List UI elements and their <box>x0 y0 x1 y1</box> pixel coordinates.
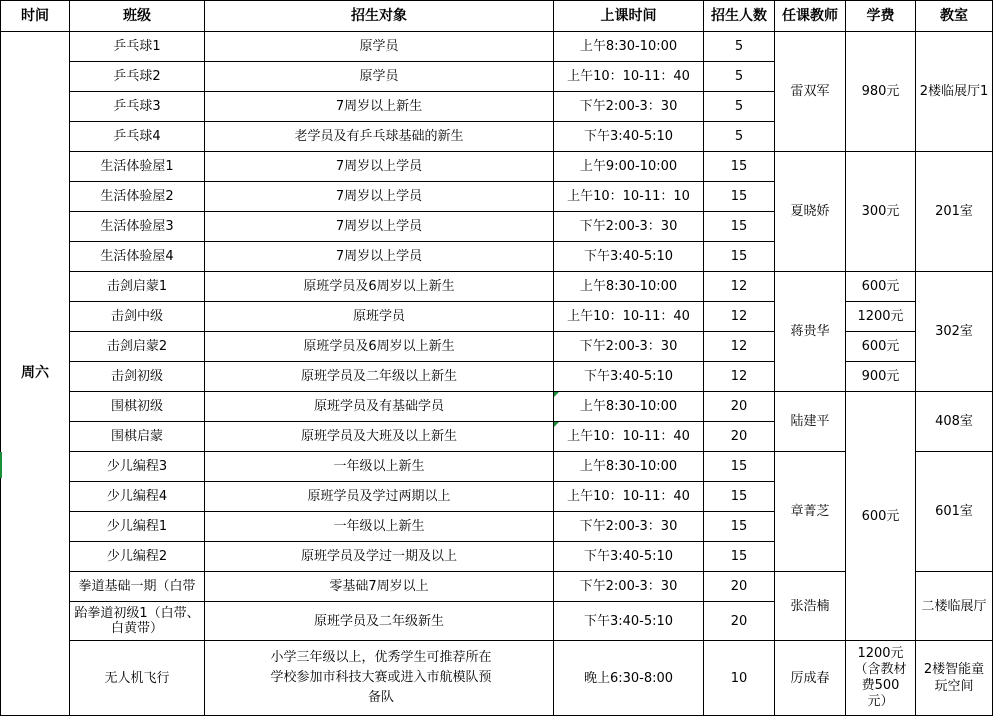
teacher-cell: 章菁芝 <box>775 452 846 572</box>
header-schedule: 上课时间 <box>554 1 704 32</box>
target-cell: 原班学员及大班及以上新生 <box>205 422 554 452</box>
target-cell: 一年级以上新生 <box>205 512 554 542</box>
target-cell: 7周岁以上学员 <box>205 212 554 242</box>
schedule-cell: 下午2:00-3：30 <box>554 212 704 242</box>
quota-cell: 15 <box>704 542 775 572</box>
table-row <box>1 272 993 302</box>
schedule-cell: 上午10：10-11：40 <box>554 62 704 92</box>
quota-cell: 15 <box>704 242 775 272</box>
target-cell: 7周岁以上新生 <box>205 92 554 122</box>
quota-cell: 12 <box>704 272 775 302</box>
class-cell: 击剑中级 <box>70 302 205 332</box>
target-cell: 原班学员及有基础学员 <box>205 392 554 422</box>
class-cell: 少儿编程2 <box>70 542 205 572</box>
quota-cell: 5 <box>704 62 775 92</box>
schedule-cell: 下午3:40-5:10 <box>554 362 704 392</box>
table-row <box>1 452 993 482</box>
schedule-cell: 上午9:00-10:00 <box>554 152 704 182</box>
fee-cell: 600元 <box>846 392 916 641</box>
target-cell: 原学员 <box>205 62 554 92</box>
target-cell: 原班学员及二年级新生 <box>205 602 554 641</box>
room-cell: 601室 <box>916 452 993 572</box>
target-cell: 原班学员及6周岁以上新生 <box>205 332 554 362</box>
class-cell: 生活体验屋1 <box>70 152 205 182</box>
fee-cell: 980元 <box>846 32 916 152</box>
quota-cell: 15 <box>704 182 775 212</box>
class-cell: 乒乓球3 <box>70 92 205 122</box>
target-cell: 7周岁以上学员 <box>205 152 554 182</box>
table-row <box>1 641 993 716</box>
header-row <box>1 1 993 32</box>
quota-cell: 20 <box>704 422 775 452</box>
selection-edge-marker <box>0 452 2 478</box>
quota-cell: 15 <box>704 482 775 512</box>
header-time: 时间 <box>1 1 70 32</box>
target-cell: 原班学员及6周岁以上新生 <box>205 272 554 302</box>
target-cell: 原学员 <box>205 32 554 62</box>
teacher-cell: 蒋贵华 <box>775 272 846 392</box>
header-teacher: 任课教师 <box>775 1 846 32</box>
class-cell: 乒乓球2 <box>70 62 205 92</box>
schedule-cell: 下午3:40-5:10 <box>554 242 704 272</box>
target-cell: 一年级以上新生 <box>205 452 554 482</box>
schedule-cell: 上午8:30-10:00 <box>554 392 704 422</box>
class-cell: 少儿编程3 <box>70 452 205 482</box>
class-cell: 无人机飞行 <box>70 641 205 716</box>
class-cell: 跆拳道初级1（白带、白黄带） <box>70 602 205 641</box>
quota-cell: 15 <box>704 452 775 482</box>
header-fee: 学费 <box>846 1 916 32</box>
header-room: 教室 <box>916 1 993 32</box>
schedule-cell: 下午3:40-5:10 <box>554 602 704 641</box>
fee-cell: 1200元 <box>846 302 916 332</box>
quota-cell: 12 <box>704 302 775 332</box>
teacher-cell: 雷双军 <box>775 32 846 152</box>
class-cell: 围棋启蒙 <box>70 422 205 452</box>
class-cell: 生活体验屋3 <box>70 212 205 242</box>
schedule-cell: 上午10：10-11：40 <box>554 422 704 452</box>
class-cell: 少儿编程1 <box>70 512 205 542</box>
target-cell: 原班学员及二年级以上新生 <box>205 362 554 392</box>
target-cell: 7周岁以上学员 <box>205 242 554 272</box>
schedule-cell: 上午8:30-10:00 <box>554 272 704 302</box>
target-cell: 零基础7周岁以上 <box>205 572 554 602</box>
target-cell: 老学员及有乒乓球基础的新生 <box>205 122 554 152</box>
schedule-cell: 下午3:40-5:10 <box>554 542 704 572</box>
quota-cell: 20 <box>704 572 775 602</box>
quota-cell: 15 <box>704 212 775 242</box>
quota-cell: 12 <box>704 362 775 392</box>
table-row <box>1 152 993 182</box>
class-cell: 击剑启蒙2 <box>70 332 205 362</box>
target-cell: 原班学员及学过两期以上 <box>205 482 554 512</box>
room-cell: 408室 <box>916 392 993 452</box>
teacher-cell: 夏晓娇 <box>775 152 846 272</box>
schedule-cell: 下午2:00-3：30 <box>554 92 704 122</box>
header-class: 班级 <box>70 1 205 32</box>
class-cell: 围棋初级 <box>70 392 205 422</box>
quota-cell: 15 <box>704 512 775 542</box>
schedule-cell: 晚上6:30-8:00 <box>554 641 704 716</box>
quota-cell: 12 <box>704 332 775 362</box>
fee-cell: 1200元（含教材费500元） <box>846 641 916 716</box>
class-cell: 乒乓球1 <box>70 32 205 62</box>
quota-cell: 5 <box>704 32 775 62</box>
cell-comment-marker <box>554 392 559 397</box>
class-cell: 拳道基础一期（白带 <box>70 572 205 602</box>
cell-comment-marker <box>554 422 559 427</box>
class-cell: 击剑初级 <box>70 362 205 392</box>
schedule-cell: 上午10：10-11：40 <box>554 302 704 332</box>
quota-cell: 15 <box>704 152 775 182</box>
room-cell: 201室 <box>916 152 993 272</box>
header-quota: 招生人数 <box>704 1 775 32</box>
table-row <box>1 32 993 62</box>
class-cell: 乒乓球4 <box>70 122 205 152</box>
quota-cell: 5 <box>704 92 775 122</box>
fee-cell: 900元 <box>846 362 916 392</box>
schedule-cell: 上午10：10-11：10 <box>554 182 704 212</box>
class-cell: 少儿编程4 <box>70 482 205 512</box>
schedule-cell: 下午2:00-3：30 <box>554 332 704 362</box>
class-cell: 击剑启蒙1 <box>70 272 205 302</box>
target-cell: 小学三年级以上，优秀学生可推荐所在学校参加市科技大赛或进入市航模队预备队 <box>205 641 554 716</box>
table-row <box>1 572 993 602</box>
room-cell: 2楼智能童玩空间 <box>916 641 993 716</box>
quota-cell: 10 <box>704 641 775 716</box>
header-target: 招生对象 <box>205 1 554 32</box>
target-cell: 原班学员及学过一期及以上 <box>205 542 554 572</box>
room-cell: 二楼临展厅 <box>916 572 993 641</box>
class-cell: 生活体验屋2 <box>70 182 205 212</box>
teacher-cell: 陆建平 <box>775 392 846 452</box>
schedule-cell: 下午2:00-3：30 <box>554 512 704 542</box>
table-row <box>1 392 993 422</box>
fee-cell: 600元 <box>846 332 916 362</box>
fee-cell: 600元 <box>846 272 916 302</box>
teacher-cell: 张浩楠 <box>775 572 846 641</box>
quota-cell: 20 <box>704 392 775 422</box>
schedule-cell: 下午2:00-3：30 <box>554 572 704 602</box>
class-cell: 生活体验屋4 <box>70 242 205 272</box>
room-cell: 302室 <box>916 272 993 392</box>
schedule-cell: 上午8:30-10:00 <box>554 452 704 482</box>
teacher-cell: 厉成春 <box>775 641 846 716</box>
target-cell: 7周岁以上学员 <box>205 182 554 212</box>
schedule-cell: 上午8:30-10:00 <box>554 32 704 62</box>
schedule-cell: 下午3:40-5:10 <box>554 122 704 152</box>
quota-cell: 5 <box>704 122 775 152</box>
target-cell: 原班学员 <box>205 302 554 332</box>
fee-cell: 300元 <box>846 152 916 272</box>
schedule-cell: 上午10：10-11：40 <box>554 482 704 512</box>
day-cell: 周六 <box>1 32 70 716</box>
room-cell: 2楼临展厅1 <box>916 32 993 152</box>
quota-cell: 20 <box>704 602 775 641</box>
